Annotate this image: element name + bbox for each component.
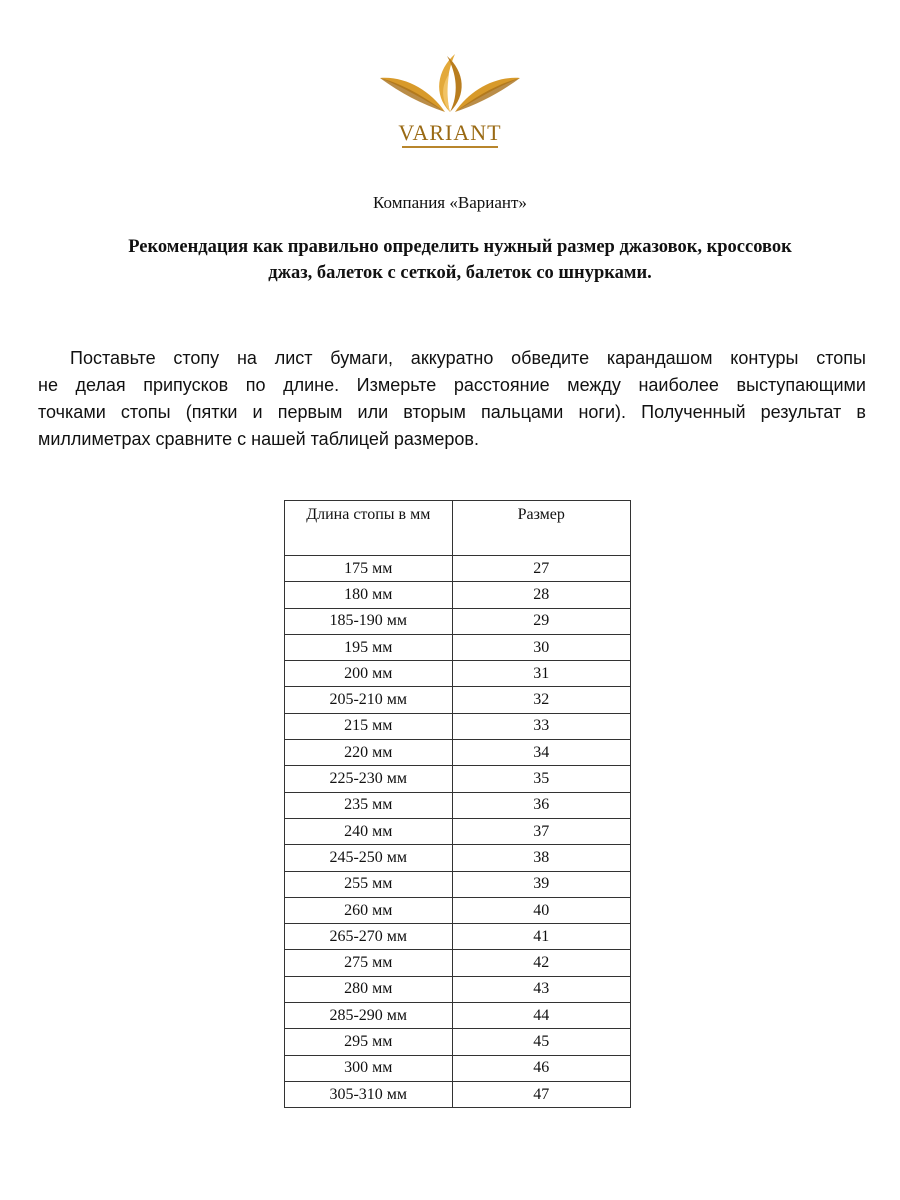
size-cell: 39: [452, 871, 631, 897]
foot-length-cell: 245-250 мм: [285, 845, 453, 871]
table-row: [285, 1003, 631, 1029]
foot-length-cell: 240 мм: [285, 818, 453, 844]
table-row: [285, 871, 631, 897]
size-cell: 35: [452, 766, 631, 792]
table-row: [285, 556, 631, 582]
foot-length-cell: 195 мм: [285, 634, 453, 660]
table-row: [285, 766, 631, 792]
table-row: [285, 582, 631, 608]
size-cell: 46: [452, 1055, 631, 1081]
size-cell: 30: [452, 634, 631, 660]
logo-underline: [402, 146, 498, 148]
foot-length-cell: 225-230 мм: [285, 766, 453, 792]
heading-line-2: джаз, балеток с сеткой, балеток со шнурками.: [268, 263, 652, 283]
size-cell: 38: [452, 845, 631, 871]
page-heading: [40, 234, 880, 286]
foot-length-cell: 175 мм: [285, 556, 453, 582]
table-row: [285, 661, 631, 687]
foot-length-cell: 205-210 мм: [285, 687, 453, 713]
foot-length-cell: 275 мм: [285, 950, 453, 976]
foot-length-cell: 265-270 мм: [285, 924, 453, 950]
size-cell: 43: [452, 976, 631, 1002]
size-cell: 42: [452, 950, 631, 976]
size-cell: 41: [452, 924, 631, 950]
table-row: [285, 1055, 631, 1081]
instructions-line-1: Поставьте стопу на лист бумаги, аккуратно обведите карандашом контуры стопы: [70, 348, 866, 368]
foot-length-cell: 185-190 мм: [285, 608, 453, 634]
variant-logo: [375, 50, 525, 150]
size-cell: 36: [452, 792, 631, 818]
table-row: [285, 1081, 631, 1107]
ribbon-logo-icon: [375, 50, 525, 120]
instructions-line-2: не делая припусков по длине. Измерьте расстояние между наиболее выступающими: [38, 375, 866, 395]
size-cell: 37: [452, 818, 631, 844]
foot-length-cell: 180 мм: [285, 582, 453, 608]
foot-length-cell: 220 мм: [285, 740, 453, 766]
table-row: [285, 792, 631, 818]
foot-length-cell: 235 мм: [285, 792, 453, 818]
size-cell: 47: [452, 1081, 631, 1107]
table-row: [285, 634, 631, 660]
size-cell: 29: [452, 608, 631, 634]
size-cell: 40: [452, 897, 631, 923]
table-row: [285, 845, 631, 871]
size-cell: 33: [452, 713, 631, 739]
table-row: [285, 713, 631, 739]
instructions-line-4: миллиметрах сравните с нашей таблицей размеров.: [38, 429, 479, 449]
foot-length-cell: 305-310 мм: [285, 1081, 453, 1107]
foot-length-cell: 285-290 мм: [285, 1003, 453, 1029]
table-row: [285, 976, 631, 1002]
header-foot-length: Длина стопы в мм: [285, 501, 453, 556]
size-cell: 44: [452, 1003, 631, 1029]
table-row: [285, 687, 631, 713]
size-cell: 27: [452, 556, 631, 582]
size-cell: 31: [452, 661, 631, 687]
foot-length-cell: 260 мм: [285, 897, 453, 923]
size-cell: 45: [452, 1029, 631, 1055]
foot-length-cell: 200 мм: [285, 661, 453, 687]
size-cell: 28: [452, 582, 631, 608]
header-size: Размер: [452, 501, 631, 556]
size-table-header: [285, 501, 631, 556]
instructions-line-3: точками стопы (пятки и первым или вторым пальцами ноги). Полученный результат в: [38, 402, 866, 422]
size-cell: 34: [452, 740, 631, 766]
foot-length-cell: 255 мм: [285, 871, 453, 897]
foot-length-cell: 280 мм: [285, 976, 453, 1002]
foot-length-cell: 215 мм: [285, 713, 453, 739]
foot-length-cell: 300 мм: [285, 1055, 453, 1081]
company-name: Компания «Вариант»: [373, 193, 527, 212]
logo-brand-text: VARIANT: [398, 120, 502, 145]
table-row: [285, 740, 631, 766]
table-row: [285, 1029, 631, 1055]
table-row: [285, 924, 631, 950]
size-table: [284, 500, 631, 1108]
instructions-paragraph: [38, 345, 866, 453]
table-row: [285, 818, 631, 844]
table-row: [285, 608, 631, 634]
foot-length-cell: 295 мм: [285, 1029, 453, 1055]
table-row: [285, 897, 631, 923]
table-row: [285, 950, 631, 976]
heading-line-1: Рекомендация как правильно определить нужный размер джазовок, кроссовок: [128, 237, 792, 257]
size-cell: 32: [452, 687, 631, 713]
